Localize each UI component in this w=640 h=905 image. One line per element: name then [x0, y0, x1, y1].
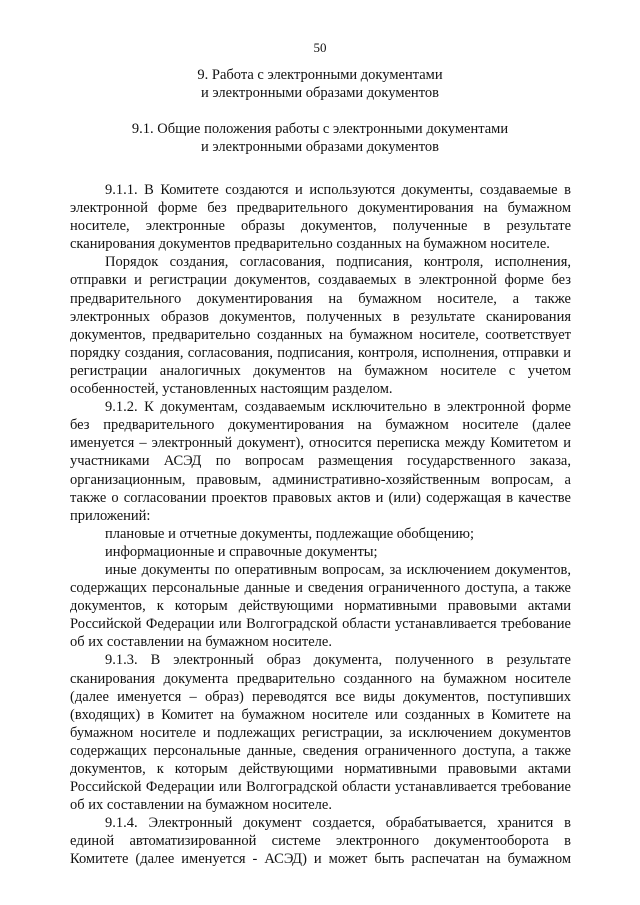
paragraph-9-1-3: 9.1.3. В электронный образ документа, полученного в результате сканирования документа предварительно созданного на бумажном носителе (далее именуется – образ) переводятся все виды документов, поступивших (входящих) в Комитет на бумажном носителе или созданных в Комитете на бумажном носителе и подлежащих регистрации, за исключением документов содержащих персональные данные, сведения ограниченного доступа, а также документов, к которым действующими нормативными правовыми актами Российской Федерации или Волгоградской области устанавливается требование об их составлении на бумажном носителе. — [70, 652, 571, 814]
list-item-planned-documents: плановые и отчетные документы, подлежащие обобщению; — [105, 525, 475, 542]
section-heading — [60, 66, 580, 102]
subsection-heading-line-2: и электронными образами документов — [201, 139, 439, 155]
section-heading-line-1: 9. Работа с электронными документами — [197, 67, 443, 83]
paragraph-9-1-2: 9.1.2. К документам, создаваемым исключительно в электронной форме без предварительного документирования на бумажном носителе (далее именуется – электронный документ), относится переписка между Комитетом и участниками АСЭД по вопросам размещения государственного заказа, организационным, правовым, административно-хозяйственным вопросам, а также о согласовании проектов правовых актов и (или) содержащая в качестве приложений: — [70, 399, 571, 524]
subsection-heading-line-1: 9.1. Общие положения работы с электронными документами — [131, 121, 509, 137]
list-item-other-documents: иные документы по оперативным вопросам, за исключением документов, содержащих персональные данные и сведения ограниченного доступа, а также документов, к которым действующими нормативными правовыми актами Российской Федерации или Волгоградской области устанавливается требование об их составлении на бумажном носителе. — [70, 561, 571, 651]
paragraph-9-1-1: 9.1.1. В Комитете создаются и используются документы, создаваемые в электронной форме без предварительного документирования на бумажном носителе, электронные образы документов, полученные в результате сканирования документов предварительно созданных на бумажном носителе. — [70, 182, 571, 253]
subsection-heading — [60, 120, 580, 156]
page-number: 50 — [313, 40, 327, 55]
list-item-info-documents: информационные и справочные документы; — [105, 543, 378, 560]
section-heading-line-2: и электронными образами документов — [201, 85, 439, 101]
paragraph-procedure: Порядок создания, согласования, подписания, контроля, исполнения, отправки и регистрации документов, создаваемых в электронной форме без предварительного документирования на бумажном носителе, а также электронных образов документов, полученных в результате сканирования документов, предварительно созданных на бумажном носителе, соответствует порядку создания, согласования, подписания, контроля, исполнения, отправки и регистрации аналогичных документов на бумажном носителе с учетом особенностей, установленных настоящим разделом. — [70, 254, 571, 398]
document-body — [70, 181, 571, 869]
paragraph-9-1-4: 9.1.4. Электронный документ создается, обрабатывается, хранится в единой автоматизированной системе электронного документооборота в Комитете (далее именуется - АСЭД) и может быть распечатан на бумажном — [70, 815, 571, 868]
